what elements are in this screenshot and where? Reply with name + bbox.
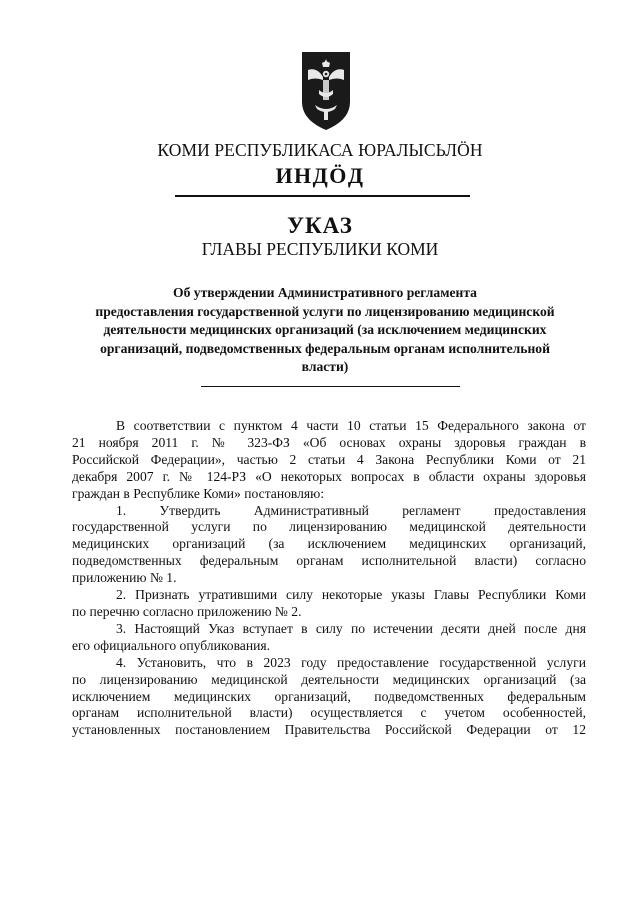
komi-coat-of-arms-icon: [299, 50, 353, 132]
title-divider: [201, 386, 460, 387]
body-line: Российской Федерации», частью 2 статьи 4 Закона Республики Коми от 21: [72, 451, 586, 467]
body-line: декабря 2007 г. № 124-РЗ «О некоторых вопросах в области охраны здоровья: [72, 468, 586, 484]
body-line: граждан в Республике Коми» постановляю:: [72, 485, 325, 501]
body-line: 4. Установить, что в 2023 году предоставление государственной услуги: [116, 654, 586, 670]
header-divider: [175, 195, 470, 197]
document-type: УКАЗ: [287, 213, 353, 238]
header-indod: ИНДÖД: [275, 163, 365, 188]
body-line: 3. Настоящий Указ вступает в силу по истечении десяти дней после дня: [116, 620, 586, 636]
body-line: подведомственных федеральным органам исполнительной власти) согласно: [72, 553, 586, 569]
body-line: его официального опубликования.: [72, 637, 271, 653]
body-line: медицинских организаций (за исключением медицинских организаций,: [72, 536, 586, 552]
document-body: [72, 418, 586, 739]
title-line: предоставления государственной услуги по лицензированию медицинской: [95, 303, 555, 319]
header-komi-republic: КОМИ РЕСПУБЛИКАСА ЮРАЛЫСЬЛÖН: [157, 140, 483, 160]
title-line: власти): [301, 359, 349, 374]
body-line: 1. Утвердить Административный регламент предоставления: [116, 502, 586, 518]
document-title: [66, 284, 584, 377]
body-line: приложению № 1.: [72, 570, 177, 586]
body-line: установленных постановлением Правительства Российской Федерации от 12: [72, 722, 586, 738]
body-line: по перечню согласно приложению № 2.: [72, 603, 302, 619]
body-line: по лицензированию медицинской деятельности медицинских организаций (за: [72, 671, 586, 687]
body-line: государственной услуги по лицензированию медицинской деятельности: [72, 519, 586, 535]
title-line: деятельности медицинских организаций (за исключением медицинских: [103, 322, 547, 337]
document-issuer: ГЛАВЫ РЕСПУБЛИКИ КОМИ: [201, 239, 439, 259]
body-line: 21 ноября 2011 г. № 323-ФЗ «Об основах охраны здоровья граждан в: [72, 434, 586, 450]
body-line: В соответствии с пунктом 4 части 10 статьи 15 Федерального закона от: [116, 418, 586, 433]
body-line: исключением медицинских организаций, подведомственных федеральным: [72, 688, 586, 704]
title-line: Об утверждении Административного регламента: [173, 285, 477, 300]
body-line: 2. Признать утратившими силу некоторые указы Главы Республики Коми: [116, 587, 586, 603]
body-line: органам исполнительной власти) осуществляется с учетом особенностей,: [72, 705, 586, 721]
title-line: организаций, подведомственных федеральным органам исполнительной: [100, 340, 550, 356]
